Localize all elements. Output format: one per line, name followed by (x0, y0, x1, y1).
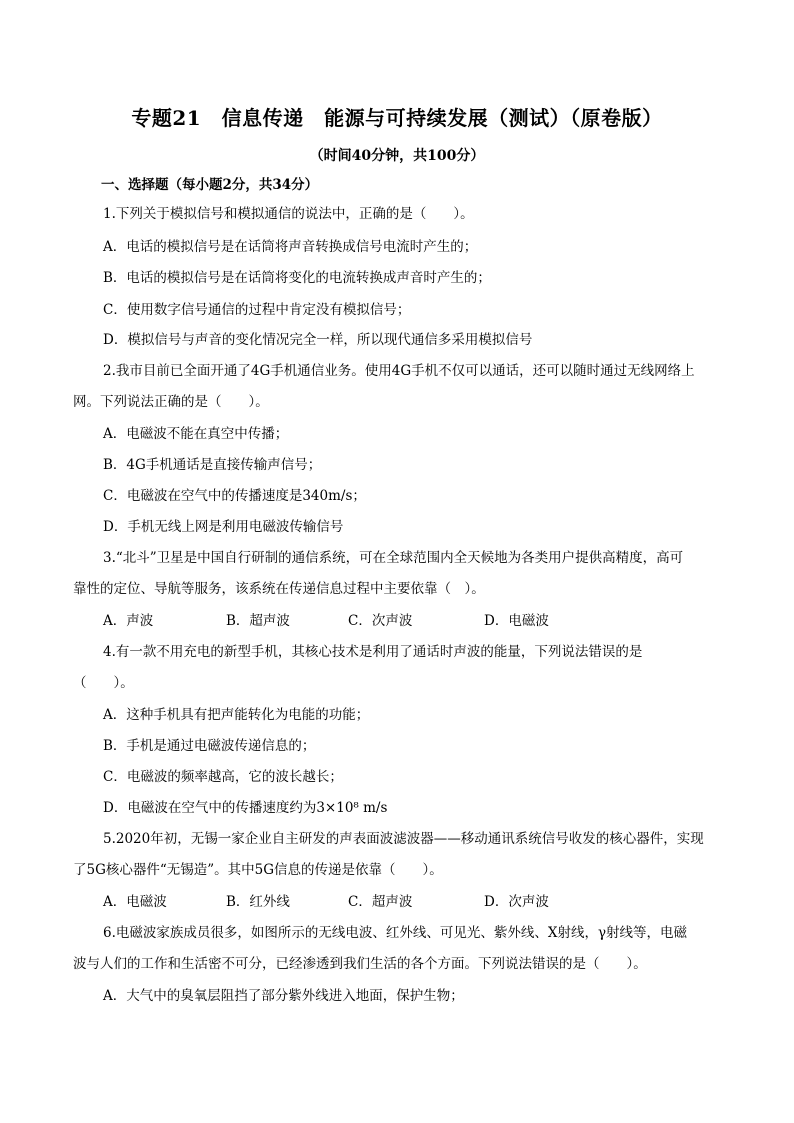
question-5-stem-line-2: 了5G核心器件“无锡造”。其中5G信息的传递是依靠（ ）。 (73, 862, 443, 878)
question-1-option-d: D．模拟信号与声音的变化情况完全一样，所以现代通信多采用模拟信号 (103, 332, 533, 348)
question-4-option-b: B．手机是通过电磁波传递信息的； (103, 738, 316, 754)
question-2-option-d: D．手机无线上网是利用电磁波传输信号 (103, 519, 344, 535)
question-2-stem-line-1: 2.我市目前已全面开通了4G手机通信业务。使用4G手机不仅可以通话，还可以随时通过无线网络上 (103, 363, 695, 379)
question-5-option-d: D．次声波 (484, 894, 549, 910)
question-4-stem-line-2: （ ）。 (73, 675, 134, 691)
question-5-option-a: A．电磁波 (103, 894, 167, 910)
question-6-stem-line-2: 波与人们的工作和生活密不可分，已经渗透到我们生活的各个方面。下列说法错误的是（ ）。 (73, 956, 647, 972)
question-5-option-b: B．红外线 (226, 894, 290, 910)
question-4-option-d: D．电磁波在空气中的传播速度约为3×10⁸ m/s (103, 800, 388, 816)
question-3-option-a: A．声波 (103, 613, 154, 629)
page-subtitle: （时间40分钟，共100分） (309, 148, 485, 164)
question-2-stem-line-2: 网。下列说法正确的是（ ）。 (73, 394, 269, 410)
page-title: 专题21 信息传递 能源与可持续发展（测试）（原卷版） (131, 106, 663, 130)
question-5-option-c: C．超声波 (348, 894, 413, 910)
question-3-option-d: D．电磁波 (484, 613, 549, 629)
question-3-option-b: B．超声波 (226, 613, 290, 629)
question-2-option-c: C．电磁波在空气中的传播速度是340m/s； (103, 488, 366, 504)
question-2-option-a: A．电磁波不能在真空中传播； (103, 426, 289, 442)
question-1-option-a: A．电话的模拟信号是在话筒将声音转换成信号电流时产生的； (103, 239, 478, 255)
question-1-option-c: C．使用数字信号通信的过程中肯定没有模拟信号； (103, 302, 411, 318)
question-6-stem-line-1: 6.电磁波家族成员很多，如图所示的无线电波、红外线、可见光、紫外线、X射线，γ射线等，电磁 (103, 925, 688, 941)
question-1-option-b: B．电话的模拟信号是在话筒将变化的电流转换成声音时产生的； (103, 270, 491, 286)
question-4-option-a: A．这种手机具有把声能转化为电能的功能； (103, 707, 370, 723)
question-4-stem-line-1: 4.有一款不用充电的新型手机，其核心技术是利用了通话时声波的能量，下列说法错误的是 (103, 644, 643, 660)
question-2-option-b: B．4G手机通话是直接传输声信号； (103, 457, 322, 473)
question-3-stem-line-2: 靠性的定位、导航等服务，该系统在传递信息过程中主要依靠（ ）。 (73, 581, 485, 597)
question-3-stem-line-1: 3.“北斗”卫星是中国自行研制的通信系统，可在全球范围内全天候地为各类用户提供高精度，高可 (103, 550, 684, 566)
question-3-option-c: C．次声波 (348, 613, 413, 629)
question-6-option-a: A．大气中的臭氧层阻挡了部分紫外线进入地面，保护生物； (103, 988, 464, 1004)
question-4-option-c: C．电磁波的频率越高，它的波长越长； (103, 769, 343, 785)
question-5-stem-line-1: 5.2020年初，无锡一家企业自主研发的声表面波滤波器——移动通讯系统信号收发的核心器件，实现 (103, 831, 704, 847)
section-heading: 一、选择题（每小题2分，共34分） (101, 177, 319, 193)
question-1-stem: 1.下列关于模拟信号和模拟通信的说法中，正确的是（ ）。 (103, 206, 474, 222)
